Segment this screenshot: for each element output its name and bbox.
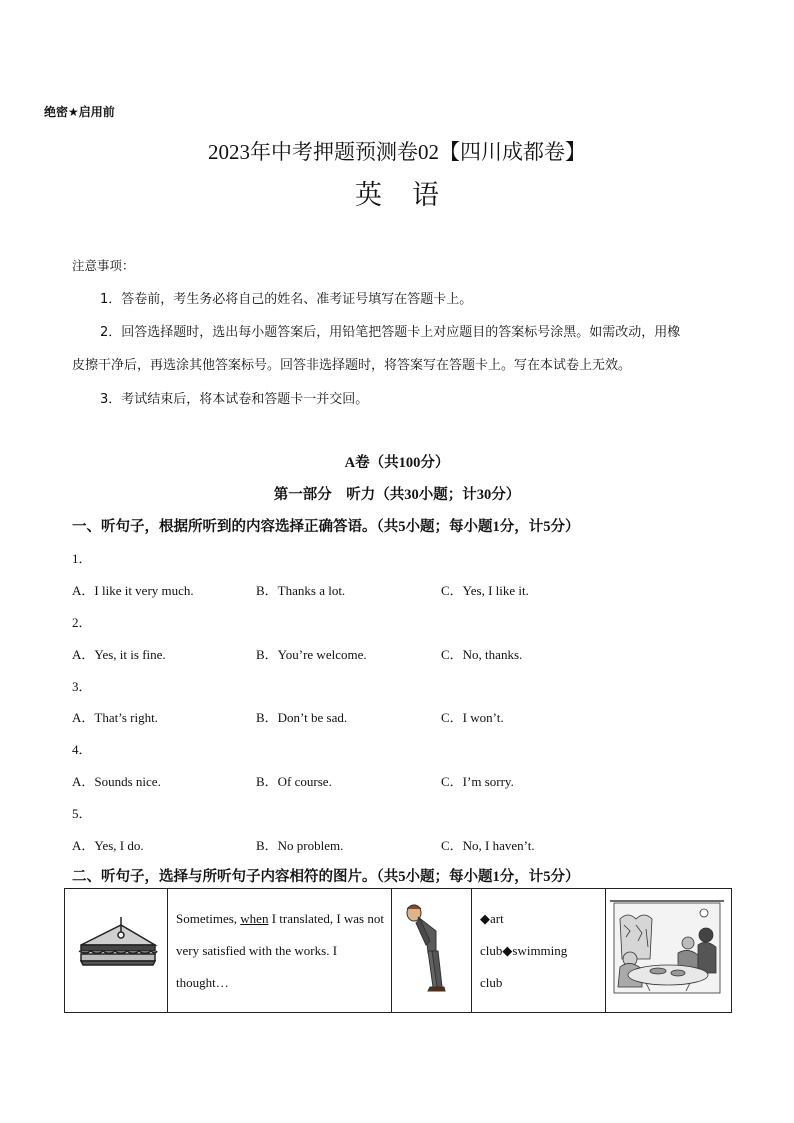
notice-heading: 注意事项：: [72, 258, 135, 273]
family-dinner-image: [606, 889, 732, 1013]
option-c: C．I’m sorry.: [441, 774, 514, 789]
bowing-man-image: [392, 889, 472, 1013]
picture-options-table: [64, 888, 732, 1013]
option-a: A．That’s right.: [72, 710, 158, 725]
exam-title: 2023年中考押题预测卷02【四川成都卷】: [208, 140, 586, 164]
option-b: B．You’re welcome.: [256, 647, 367, 662]
notice-item: 2．回答选择题时，选出每小题答案后，用铅笔把答题卡上对应题目的答案标号涂黑。如需改动，用橡: [100, 325, 681, 340]
notice-item: 皮擦干净后，再选涂其他答案标号。回答非选择题时，将答案写在答题卡上。写在本试卷上无效。: [72, 358, 632, 373]
sentence-text-start: Sometimes,: [176, 910, 241, 926]
option-b: B．Of course.: [256, 774, 332, 789]
confidential-mark: 绝密★启用前: [44, 105, 115, 119]
sandwich-image: [65, 889, 168, 1013]
part-one-heading: 第一部分 听力（共30小题；计30分）: [273, 487, 521, 503]
option-a: A．I like it very much.: [72, 583, 194, 598]
option-a: A．Yes, it is fine.: [72, 647, 166, 662]
subject-title: 英语: [355, 180, 469, 210]
section-1-heading: 一、听句子，根据所听到的内容选择正确答语。（共5小题；每小题1分，计5分）: [72, 519, 580, 535]
option-c: C．I won’t.: [441, 710, 504, 725]
option-a: A．Sounds nice.: [72, 774, 161, 789]
clubs-option-text: [472, 889, 606, 1013]
underlined-word: when: [240, 910, 269, 926]
part-a-heading: A卷（共100分）: [344, 455, 450, 471]
section-2-heading: 二、听句子，选择与所听句子内容相符的图片。（共5小题；每小题1分，计5分）: [72, 869, 580, 885]
question-number: 4．: [72, 742, 92, 757]
question-number: 5．: [72, 806, 92, 821]
option-a: A．Yes, I do.: [72, 838, 144, 853]
option-b: B．Thanks a lot.: [256, 583, 346, 598]
question-number: 2．: [72, 615, 92, 630]
club-line: club: [480, 974, 503, 990]
club-line: club◆swimming: [480, 942, 568, 958]
notice-item: 3．考试结束后，将本试卷和答题卡一并交回。: [100, 392, 369, 407]
option-c: C．No, thanks.: [441, 647, 523, 662]
sentence-text-end: I translated, I was not very satisfied with the works. I thought…: [176, 910, 384, 990]
sentence-option-text: [168, 889, 392, 1013]
question-number: 3．: [72, 679, 92, 694]
option-b: B．No problem.: [256, 838, 344, 853]
option-c: C．No, I haven’t.: [441, 838, 535, 853]
notice-item: 1．答卷前，考生务必将自己的姓名、准考证号填写在答题卡上。: [100, 292, 473, 307]
question-number: 1．: [72, 551, 92, 566]
option-b: B．Don’t be sad.: [256, 710, 348, 725]
club-line: ◆art: [480, 910, 504, 926]
option-c: C．Yes, I like it.: [441, 583, 529, 598]
